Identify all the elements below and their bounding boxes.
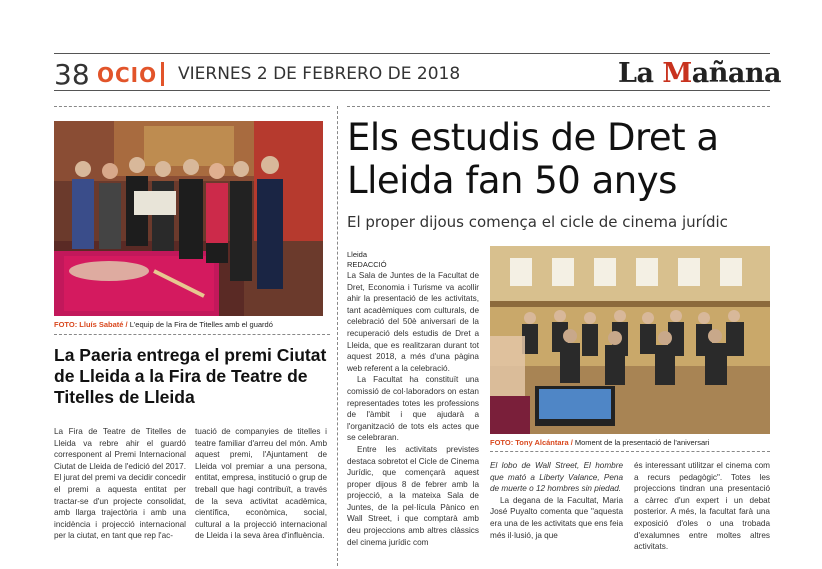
left-photo-caption: FOTO: Lluís Sabaté / L'equip de la Fira de Titelles amb el guardó bbox=[54, 320, 273, 329]
anniversary-presentation-photo bbox=[490, 246, 770, 434]
right-photo-caption: FOTO: Tony Alcántara / Moment de la presentació de l'aniversari bbox=[490, 438, 710, 447]
left-body-col-1: La Fira de Teatre de Titelles de Lleida va rebre ahir el guardó corresponent al Premi Internacional Ciutat de Lleida de l'edició del 2017. El jurat del premi va decidir concedir el premi a aquesta entitat per tractar-se d'un projecte consolidat, amb llarga trajectòria i amb una incidència i projecció internacional per la ciutat, en tant que rep l'ac- bbox=[54, 427, 186, 541]
byline: Lleida REDACCIÓ bbox=[347, 250, 387, 269]
left-headline: La Paeria entrega el premi Ciutat de Lleida a la Fira de Teatre de Titelles de Lleida bbox=[54, 345, 327, 407]
header-rule bbox=[54, 90, 770, 91]
newspaper-logo: La Mañana bbox=[618, 58, 782, 89]
subheadline: El proper dijous comença el cicle de cinema jurídic bbox=[347, 213, 728, 231]
right-body-col-1: La Sala de Juntes de la Facultat de Dret, Economia i Turisme va acollir ahir la presentació de les activitats, tant acadèmiques com culturals, de celebració del 50è aniversari de la recuperació dels estudis de Dret a Lleida, que es realitzaran durant tot aquest 2018, a més d'una pàgina web referent a la celebració. La Facultat ha constituït una comissió de col·laboradors on estan representades totes les professions de l'àmbit i que ajudarà a l'organització de tots els actes que se celebraran. Entre les activitats previstes destaca sobretot el Cicle de Cinema Jurídic, que començarà aquest proper dijous 8 de febrer amb la projecció, a la mateixa Sala de Juntes, de la pel·lícula Pànico en Wall Street, i que comptarà amb deu projeccions amb altres clàssics del cinema jurídic com bbox=[347, 271, 479, 547]
right-body-col-2: El lobo de Wall Street, El hombre que mató a Liberty Valance, Pena de muerte o 12 hombres sin piedad. La degana de la Facultat, Maria José Puyalto comenta que "aquesta era una de les activitats que ens feia més il·lusió, ja que bbox=[490, 461, 623, 540]
section-label: OCIO bbox=[97, 63, 158, 87]
right-caption-rule bbox=[490, 451, 770, 452]
main-headline: Els estudis de Dret a Lleida fan 50 anys bbox=[347, 116, 719, 202]
section-divider bbox=[161, 62, 164, 86]
column-divider bbox=[337, 106, 338, 566]
left-column-rule bbox=[54, 106, 330, 107]
top-rule bbox=[54, 53, 770, 54]
left-body-col-2: tuació de companyies de titelles i teatre familiar d'arreu del món. Amb aquest premi, l'Ajuntament de Lleida vol premiar a una persona, entitat, empresa, institució o grup de treball que hagi contribuït, a través de la seva activitat acadèmica, científica, econòmica, social, cultural a la projecció internacional de Lleida i la seva àrea d'influència. bbox=[195, 427, 327, 541]
caption-rule bbox=[54, 334, 330, 335]
right-body-col-3: és interessant utilitzar el cinema com a recurs pedagògic". Totes les projeccions tindran una presentació a càrrec d'un expert i un debat posterior. A més, la facultat farà una exposició d'oles o una trobada d'exalumnes entre moltes altres activitats. bbox=[634, 461, 770, 552]
issue-date: VIERNES 2 DE FEBRERO DE 2018 bbox=[178, 64, 461, 84]
right-column-rule bbox=[347, 106, 770, 107]
puppet-fair-photo bbox=[54, 121, 323, 316]
page-number: 38 bbox=[54, 58, 90, 91]
